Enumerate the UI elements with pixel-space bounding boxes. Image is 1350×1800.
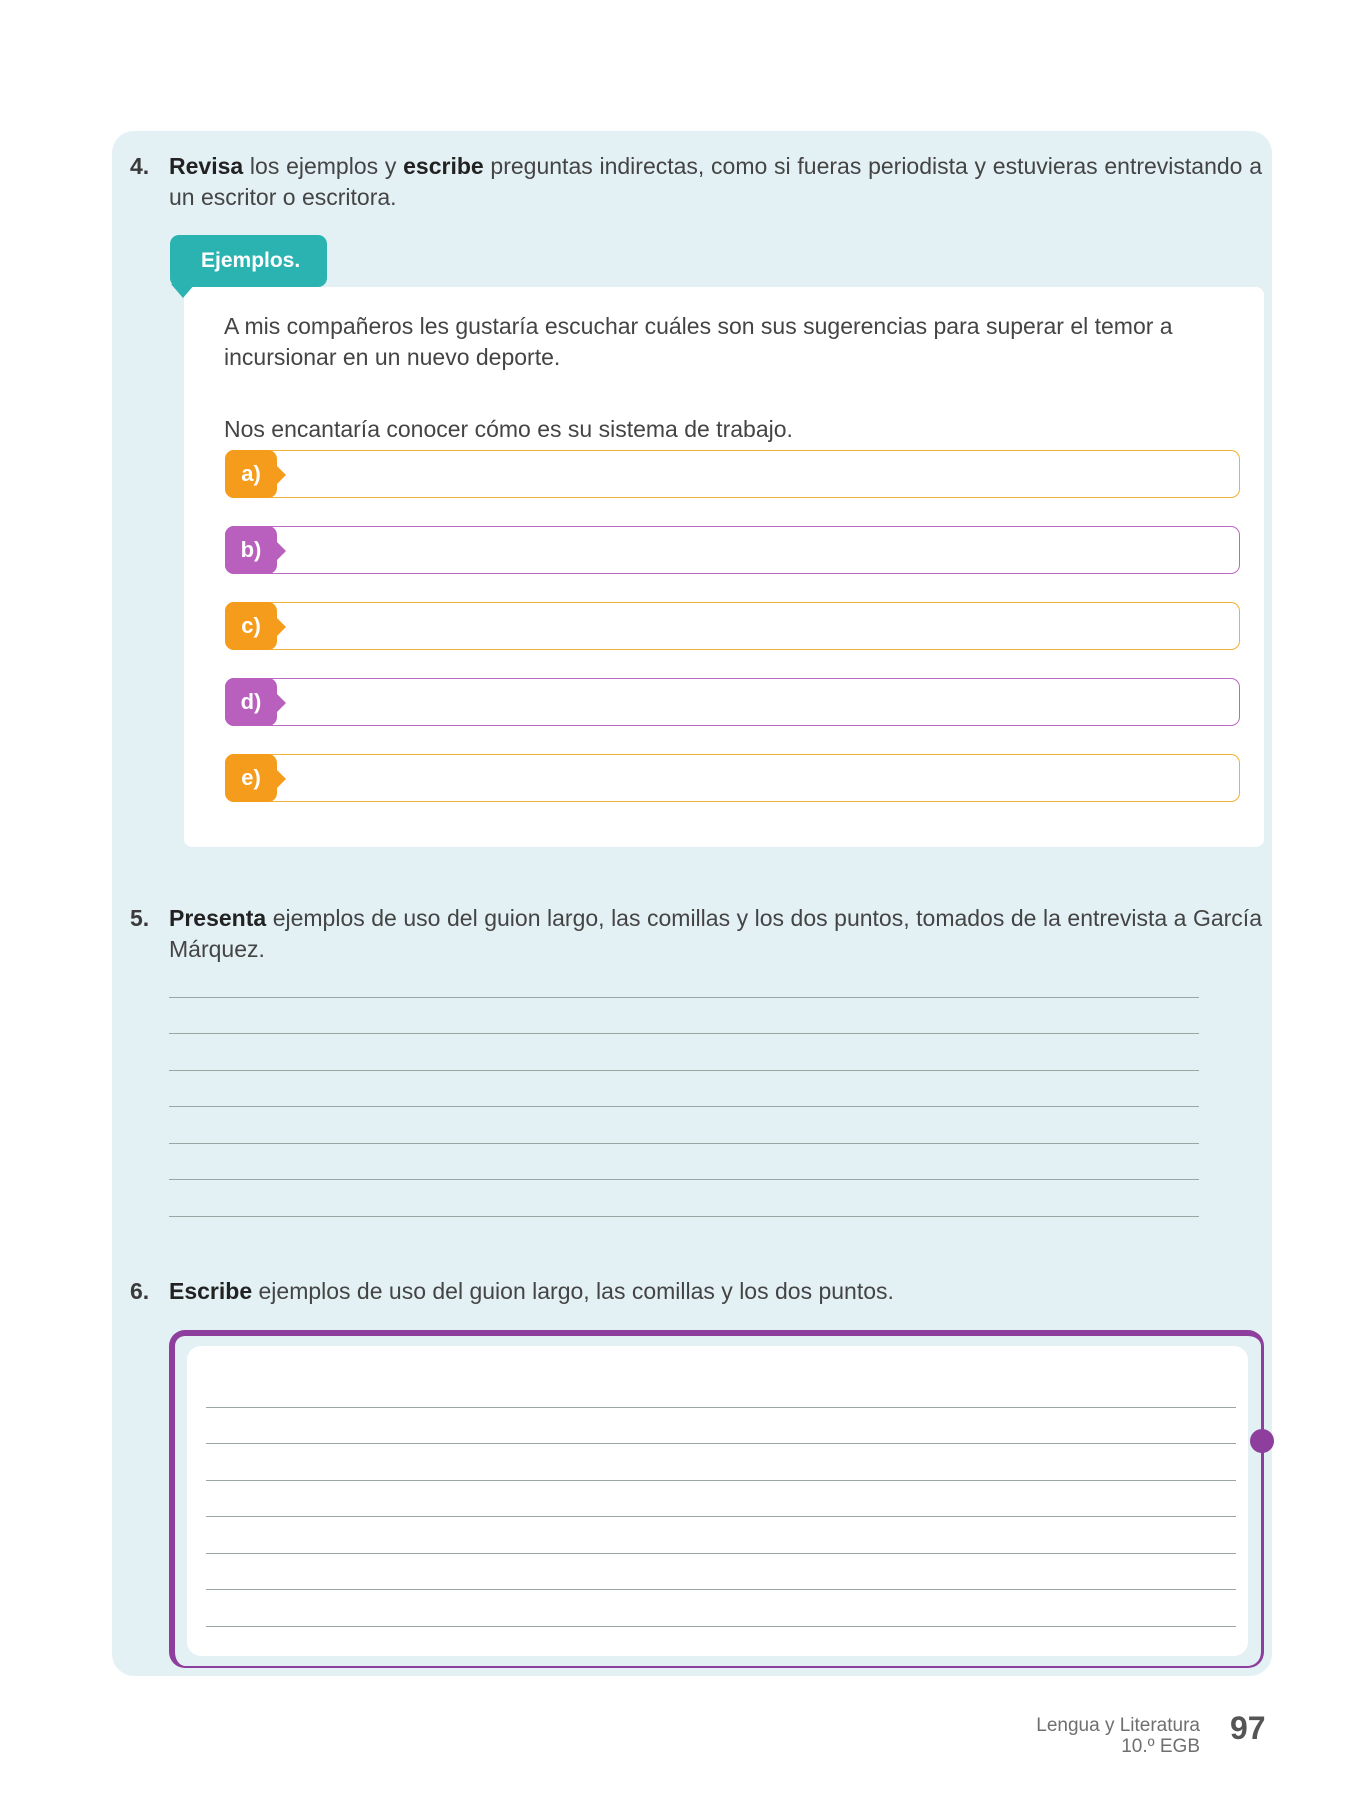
- answer-label: e): [225, 754, 277, 802]
- writing-line[interactable]: [169, 1033, 1199, 1034]
- example-2: Nos encantaría conocer cómo es su sistema de trabajo.: [224, 416, 793, 442]
- label-arrow: [276, 693, 286, 713]
- verb-presenta: Presenta: [169, 905, 267, 931]
- writing-line[interactable]: [169, 1070, 1199, 1071]
- question-number: 5.: [130, 905, 150, 931]
- frame-dot-decoration: [1250, 1429, 1274, 1453]
- text-segment: ejemplos de uso del guion largo, las comillas y los dos puntos.: [252, 1278, 894, 1304]
- writing-area: [187, 1346, 1248, 1656]
- writing-line[interactable]: [169, 997, 1199, 998]
- text-segment: los ejemplos y: [243, 153, 404, 179]
- writing-line[interactable]: [206, 1480, 1236, 1481]
- question-4: [130, 151, 1262, 215]
- examples-tag-tail: [171, 284, 195, 298]
- label-arrow: [276, 465, 286, 485]
- verb-escribe: Escribe: [169, 1278, 253, 1304]
- answer-field-b[interactable]: [225, 526, 1240, 574]
- writing-line[interactable]: [169, 1179, 1199, 1180]
- answer-label: a): [225, 450, 277, 498]
- writing-line[interactable]: [169, 1216, 1199, 1217]
- writing-line[interactable]: [206, 1516, 1236, 1517]
- question-text: [169, 903, 1262, 965]
- label-arrow: [276, 617, 286, 637]
- verb-escribe: escribe: [403, 153, 484, 179]
- answer-label: b): [225, 526, 277, 574]
- writing-line[interactable]: [206, 1626, 1236, 1627]
- question-number: 4.: [130, 153, 150, 179]
- page-number: 97: [1230, 1710, 1266, 1746]
- writing-line[interactable]: [206, 1443, 1236, 1444]
- verb-revisa: Revisa: [169, 153, 244, 179]
- writing-line[interactable]: [206, 1553, 1236, 1554]
- grade-level: 10.º EGB: [1121, 1736, 1200, 1757]
- question-text: [169, 1276, 1262, 1307]
- writing-line[interactable]: [206, 1589, 1236, 1590]
- examples-tag: Ejemplos.: [170, 235, 327, 287]
- subject-name: Lengua y Literatura: [1036, 1715, 1200, 1736]
- writing-line[interactable]: [169, 1143, 1199, 1144]
- question-number: 6.: [130, 1278, 150, 1304]
- answer-field-c[interactable]: [225, 602, 1240, 650]
- question-6: [130, 1276, 1262, 1308]
- text-segment: ejemplos de uso del guion largo, las comillas y los dos puntos, tomados de la entrevista a García Márquez.: [169, 905, 1262, 962]
- writing-line[interactable]: [206, 1407, 1236, 1408]
- footer-subject: [1036, 1715, 1200, 1757]
- example-1: A mis compañeros les gustaría escuchar cuáles son sus sugerencias para superar el temor a incursionar en un nuevo deporte.: [224, 313, 1173, 370]
- label-arrow: [276, 769, 286, 789]
- text-segment: preguntas indirectas, como si fueras periodista y estuvieras entrevistando a un escritor o escritora.: [169, 153, 1263, 210]
- answer-label: d): [225, 678, 277, 726]
- question-text: [169, 151, 1262, 213]
- answer-field-d[interactable]: [225, 678, 1240, 726]
- writing-line[interactable]: [169, 1106, 1199, 1107]
- answer-field-a[interactable]: [225, 450, 1240, 498]
- answer-field-e[interactable]: [225, 754, 1240, 802]
- label-arrow: [276, 541, 286, 561]
- answer-label: c): [225, 602, 277, 650]
- question-5: [130, 903, 1262, 967]
